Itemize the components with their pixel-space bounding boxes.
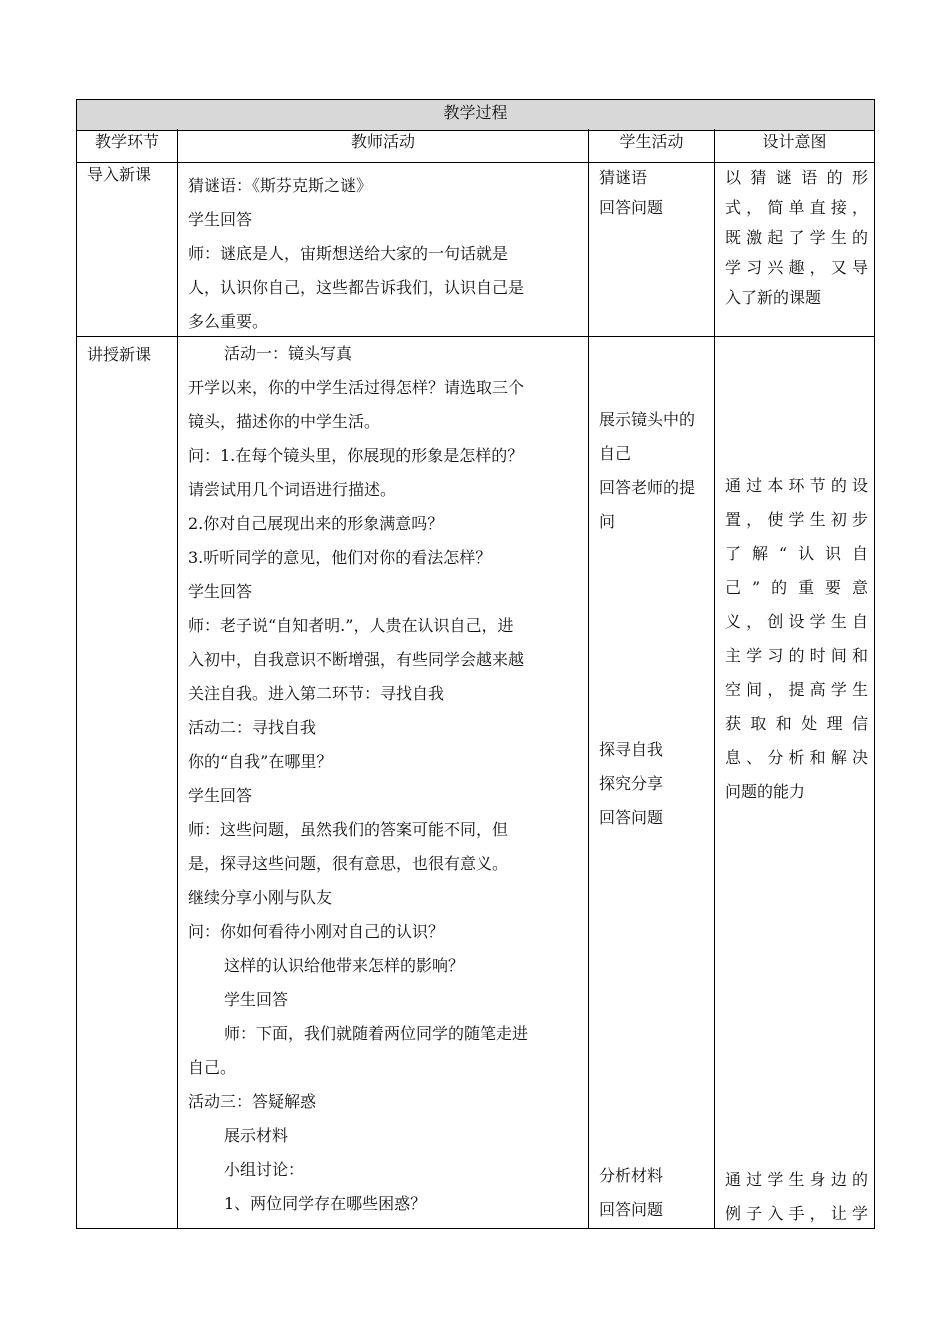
text-line: 以猜谜语的形 <box>725 168 868 187</box>
text-line: 义，创设学生自 <box>725 612 868 631</box>
text-line: 通过本环节的设 <box>725 476 868 495</box>
text-line: 回答老师的提 <box>599 478 696 497</box>
table-title: 教学过程 <box>76 99 875 131</box>
text-line: 学习兴趣，又导 <box>725 258 868 277</box>
text-line: 3.听听同学的意见，他们对你的看法怎样？ <box>188 548 492 567</box>
text-line: 2.你对自己展现出来的形象满意吗？ <box>188 514 444 533</box>
text-line: 回答问题 <box>599 1200 664 1219</box>
text-line: 学生回答 <box>188 582 253 601</box>
text-line: 1、两位同学存在哪些困惑？ <box>224 1194 427 1213</box>
text-line: 是，探寻这些问题，很有意思，也很有意义。 <box>188 854 509 873</box>
text-line: 学生回答 <box>188 786 253 805</box>
text-line: 探寻自我 <box>599 740 664 759</box>
intent-text-b <box>715 1163 874 1231</box>
text-line: 自己 <box>599 444 632 463</box>
intent-cell <box>715 337 874 1228</box>
text-line: 空间，提高学生 <box>725 680 868 699</box>
text-line: 主学习的时间和 <box>725 646 868 665</box>
text-line: 学生回答 <box>188 210 253 229</box>
text-line: 获取和处理信 <box>725 714 868 733</box>
text-line: 活动一：镜头写真 <box>224 344 353 363</box>
text-line: 人，认识你自己，这些都告诉我们，认识自己是 <box>188 278 525 297</box>
header-intent: 设计意图 <box>762 132 827 151</box>
text-line: 回答问题 <box>599 808 664 827</box>
text-line: 活动二：寻找自我 <box>188 718 317 737</box>
text-line: 师：这些问题，虽然我们的答案可能不同，但 <box>188 820 509 839</box>
text-line: 置，使学生初步 <box>725 510 868 529</box>
student-text-b <box>589 733 663 835</box>
table-row-lesson <box>76 337 875 1229</box>
teacher-text <box>178 337 588 1221</box>
text-line: 猜谜语 <box>599 168 648 187</box>
text-line: 关注自我。进入第二环节：寻找自我 <box>188 684 445 703</box>
student-cell <box>589 337 715 1228</box>
text-line: 师：下面，我们就随着两位同学的随笔走进 <box>224 1024 529 1043</box>
header-stage: 教学环节 <box>77 129 178 162</box>
student-text-c <box>589 1159 663 1227</box>
text-line: 问题的能力 <box>725 782 806 801</box>
text-line: 式，简单直接， <box>725 198 868 217</box>
intent-cell <box>715 163 874 336</box>
text-line: 你的“自我”在哪里？ <box>188 752 333 771</box>
teacher-cell <box>178 163 589 336</box>
intent-text-a <box>715 469 874 809</box>
text-line: 入初中，自我意识不断增强，有些同学会越来越 <box>188 650 525 669</box>
header-row <box>76 129 875 163</box>
header-teacher: 教师活动 <box>178 129 589 162</box>
header-student: 学生活动 <box>589 129 715 162</box>
stage-label: 讲授新课 <box>87 345 152 364</box>
text-line: 学生回答 <box>224 990 289 1009</box>
text-line: 既激起了学生的 <box>725 228 868 247</box>
text-line: 入了新的课题 <box>725 288 822 307</box>
stage-cell <box>77 163 178 336</box>
text-line: 这样的认识给他带来怎样的影响？ <box>224 956 465 975</box>
stage-label: 导入新课 <box>87 165 152 184</box>
stage-cell <box>77 337 178 1228</box>
text-line: 息、分析和解决 <box>725 748 868 767</box>
text-line: 例子入手，让学 <box>725 1204 868 1223</box>
text-line: 自己。 <box>188 1058 237 1077</box>
student-cell <box>589 163 715 336</box>
text-line: 通过学生身边的 <box>725 1170 868 1189</box>
intent-text <box>715 163 874 313</box>
student-text <box>589 163 714 223</box>
text-line: 展示材料 <box>224 1126 289 1145</box>
student-text-a <box>589 403 695 539</box>
text-line: 己”的重要意 <box>725 578 868 597</box>
text-line: 镜头，描述你的中学生活。 <box>188 412 381 431</box>
teacher-text <box>178 163 588 339</box>
text-line: 探究分享 <box>599 774 664 793</box>
text-line: 了解“认识自 <box>725 544 868 563</box>
text-line: 开学以来，你的中学生活过得怎样？请选取三个 <box>188 378 525 397</box>
text-line: 问：1.在每个镜头里，你展现的形象是怎样的？ <box>188 446 524 465</box>
text-line: 小组讨论： <box>224 1160 305 1179</box>
text-line: 继续分享小刚与队友 <box>188 888 333 907</box>
text-line: 问：你如何看待小刚对自己的认识？ <box>188 922 445 941</box>
teacher-cell <box>178 337 589 1228</box>
text-line: 展示镜头中的 <box>599 410 696 429</box>
text-line: 回答问题 <box>599 198 664 217</box>
text-line: 师：谜底是人，宙斯想送给大家的一句话就是 <box>188 244 509 263</box>
text-line: 分析材料 <box>599 1166 664 1185</box>
text-line: 请尝试用几个词语进行描述。 <box>188 480 397 499</box>
text-line: 师：老子说“自知者明.”，人贵在认识自己，进 <box>188 616 514 635</box>
table-row-intro <box>76 163 875 337</box>
text-line: 多么重要。 <box>188 312 269 331</box>
text-line: 猜谜语：《斯芬克斯之谜》 <box>188 176 373 195</box>
text-line: 问 <box>599 512 616 531</box>
text-line: 活动三：答疑解惑 <box>188 1092 317 1111</box>
